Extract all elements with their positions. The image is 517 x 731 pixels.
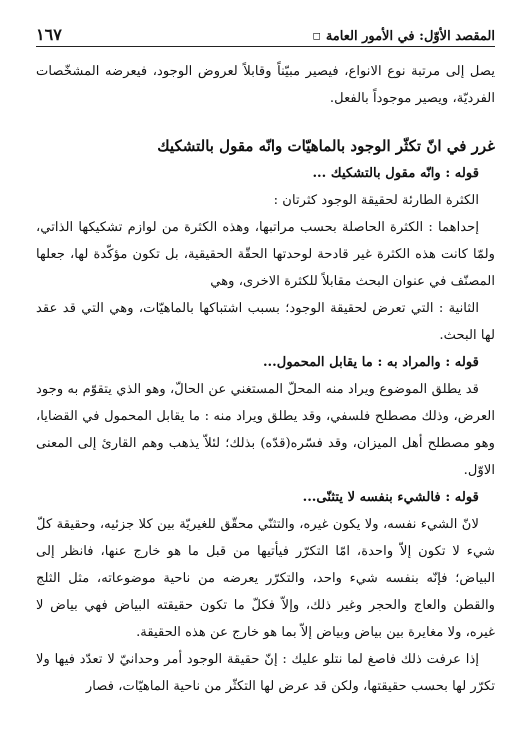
header-rule xyxy=(36,46,495,47)
quote-label: قوله : فالشيء بنفسه لا يتثنّى... xyxy=(302,490,479,505)
paragraph: الثانية : التي تعرض لحقيقة الوجود؛ بسبب اشتباكها بالماهيّات، وهي التي قد عقد لها البحث. xyxy=(36,301,495,343)
running-title-text: المقصد الأوّل: في الأمور العامة xyxy=(325,29,495,44)
page-number: ١٦٧ xyxy=(36,25,62,44)
section-heading: غرر في انّ تكثّر الوجود بالماهيّات وانّه مقول بالتشكيك xyxy=(157,137,495,155)
quote-label: قوله : والمراد به : ما يقابل المحمول... xyxy=(262,355,479,370)
square-separator-icon: ◻ xyxy=(312,31,321,42)
paragraph: قد يطلق الموضوع ويراد منه المحلّ المستغني عن الحالّ، وهو الذي يتقوّم به وجود العرض، وذلك مصطلح فلسفي، وقد يطلق ويراد منه : ما يقابل المحمول في القضايا، وهو مصطلح أهل الميزان، وقد فسّره(قدّه) بذلك؛ لئلاّ يذهب وهم القارئ إلى المعنى الاوّل. xyxy=(36,382,495,478)
paragraph-continuation: يصل إلى مرتبة نوع الانواع، فيصير مبيّناً وقابلاً لعروض الوجود، فيعرضه المشخّصات الفرديّة، ويصير موجوداً بالفعل. xyxy=(36,64,495,106)
paragraph: إذا عرفت ذلك فاصغ لما نتلو عليك : إنّ حقيقة الوجود أمر وحدانيّ لا تعدّد فيها ولا تكرّر لها بحسب حقيقتها، ولكن قد عرض لها التكثّر من ناحية الماهيّات، فصار xyxy=(36,652,495,694)
book-page xyxy=(36,0,495,731)
running-title xyxy=(313,29,496,44)
page-body xyxy=(36,58,495,700)
paragraph: الكثرة الطارئة لحقيقة الوجود كثرتان : xyxy=(273,193,479,208)
page-header xyxy=(36,22,495,44)
paragraph: لانّ الشيء نفسه، ولا يكون غيره، والتثنّي محقّق للغيريّة بين كلا جزئيه، وحقيقة كلّ شيء لا تكون إلاّ واحدة، امّا التكرّر فيأتيها من قبل ما هو خارج عنها، فانظر إلى البياض؛ فإنّه بنفسه شيء واحد، والتكرّر يعرضه من ناحية موضوعاته، مثل الثلج والقطن والعاج والحجر وغير ذلك، وإلاّ فكلّ ما تكون حقيقته البياض فهي بياض لا غيره، ولا مغايرة بين بياض وبياض إلاّ بما هو خارج عن هذه الحقيقة. xyxy=(36,517,495,640)
paragraph: إحداهما : الكثرة الحاصلة بحسب مراتبها، وهذه الكثرة من لوازم تشكيكها الذاتي، ولمّا كانت هذه الكثرة غير قادحة لوحدتها الحقّة الحقيقية، بل تكون مؤكّدة لها، جعلها المصنّف في عنوان البحث مقابلاً للكثرة الاخرى، وهي xyxy=(36,220,495,289)
quote-label: قوله : وانّه مقول بالتشكيك ... xyxy=(312,166,479,181)
